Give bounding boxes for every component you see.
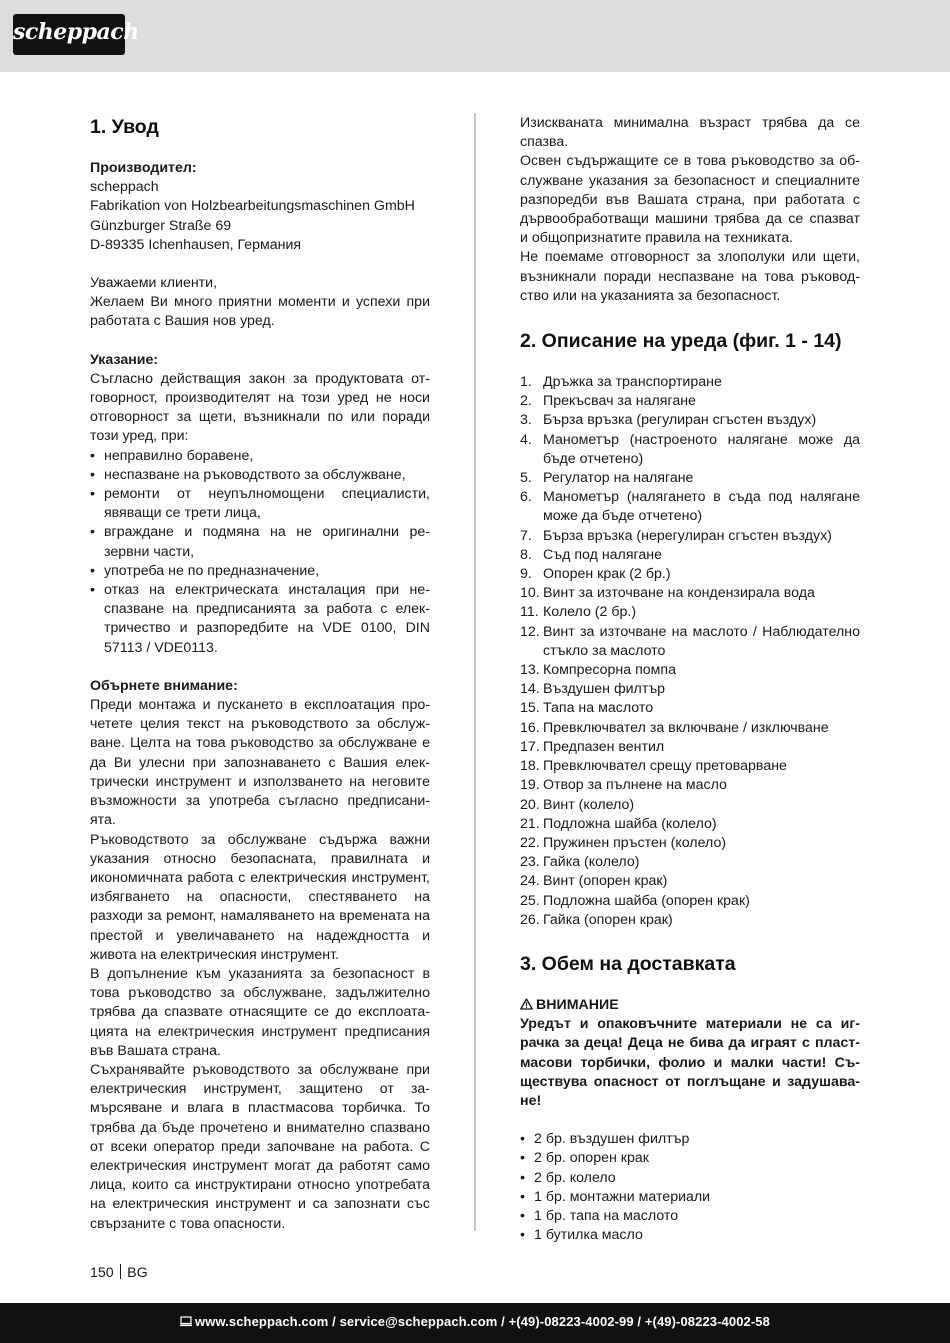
note-label: Указание:	[90, 351, 159, 368]
list-item	[520, 911, 860, 930]
item-text: Гайка (опорен крак)	[543, 911, 673, 928]
list-item	[520, 757, 860, 776]
list-item	[520, 872, 860, 891]
list-item	[520, 815, 860, 834]
list-item: • вграждане и подмяна на не оригинални резервни части,	[90, 523, 430, 561]
attention-paragraph: Преди монтажа и пускането в експлоатация прочетете целия текст на ръководството за обслужване. Целта на това ръководство за обслужване е да Ви улесни при запознаването с Вашия електрически инструмент и използването на неговите възможности за употреба съгласно предписанията.	[90, 697, 430, 829]
item-number: 3.	[520, 412, 532, 429]
list-item: • неправилно боравене,	[90, 447, 430, 466]
item-text: Компресорна помпа	[543, 662, 676, 679]
item-text: Въздушен филтър	[543, 681, 666, 698]
greeting-line: Уважаеми клиенти,	[90, 275, 218, 292]
footer-bar	[0, 1303, 950, 1343]
note-text: Съгласно действащия закон за продуктовата отговорност, производителят на този уред не носи отговорност за щети, възникнали по или поради този уред, при:	[90, 370, 430, 445]
list-item: • 2 бр. опорен крак	[520, 1149, 860, 1168]
list-item	[520, 892, 860, 911]
item-number: 4.	[520, 431, 532, 448]
item-text: Превключвател за включване / изключване	[543, 719, 829, 736]
contact-text: www.scheppach.com / service@scheppach.com / +(49)-08223-4002-99 / +(49)-08223-4002-58	[195, 1314, 770, 1329]
item-text: Пружинен пръстен (колело)	[543, 834, 727, 851]
item-text: Манометър (налягането в съда под налягане може да бъде отчетено)	[543, 489, 860, 525]
note-bullet-list	[90, 447, 430, 658]
item-number: 13.	[520, 662, 540, 679]
list-item	[520, 680, 860, 699]
list-item	[520, 373, 860, 392]
list-item	[520, 392, 860, 411]
column-divider	[474, 113, 476, 1231]
item-number: 1.	[520, 374, 532, 391]
item-number: 19.	[520, 777, 540, 794]
item-number: 20.	[520, 796, 540, 813]
item-number: 24.	[520, 873, 540, 890]
item-text: Бърза връзка (регулиран сгъстен въздух)	[543, 412, 817, 429]
item-number: 2.	[520, 393, 532, 410]
item-text: Подложна шайба (опорен крак)	[543, 892, 750, 909]
language-code: BG	[127, 1265, 148, 1281]
right-column	[520, 114, 860, 1245]
manufacturer-line: Fabrikation von Holzbearbeitungsmaschinen GmbH	[90, 198, 415, 215]
list-item	[520, 469, 860, 488]
list-item	[520, 488, 860, 526]
footer-contact-line	[0, 1314, 950, 1329]
item-number: 22.	[520, 834, 540, 851]
manufacturer-line: scheppach	[90, 179, 159, 196]
item-number: 12.	[520, 623, 540, 640]
list-item: • 2 бр. въздушен филтър	[520, 1130, 860, 1149]
item-text: Колело (2 бр.)	[543, 604, 637, 621]
list-item: • отказ на електрическата инсталация при неспазване на предписанията за работа с електричество и разпоредбите на VDE 0100, DIN 57113 / VDE0113.	[90, 581, 430, 658]
list-item	[520, 565, 860, 584]
manufacturer-address	[90, 178, 430, 255]
list-item	[520, 796, 860, 815]
list-item	[520, 661, 860, 680]
item-number: 25.	[520, 892, 540, 909]
left-column	[90, 114, 430, 1234]
list-item	[520, 527, 860, 546]
list-item: • ремонти от неупълномощени специалисти, явяващи се трети лица,	[90, 485, 430, 523]
warning-triangle-icon	[520, 998, 533, 1010]
item-text: Отвор за пълнене на масло	[543, 777, 727, 794]
warning-text: Уредът и опаковъчните материали не са играчка за деца! Деца не бива да играят с пластмасови торбички, фолио и малки части! Съществува опасност от поглъщане и задушаване!	[520, 1016, 860, 1109]
list-item	[520, 584, 860, 603]
logo-text: scheppach	[13, 19, 139, 45]
item-text: Подложна шайба (колело)	[543, 815, 717, 832]
list-item	[520, 776, 860, 795]
item-text: Опорен крак (2 бр.)	[543, 566, 671, 583]
item-text: Тапа на маслото	[543, 700, 654, 717]
item-number: 17.	[520, 738, 540, 755]
item-text: Винт за източване на кондензирала вода	[543, 585, 815, 602]
item-number: 10.	[520, 585, 540, 602]
section-2-title: 2. Описание на уреда (фиг. 1 - 14)	[520, 330, 842, 353]
attention-paragraph: Ръководството за обслужване съдържа важни указания относно безопасната, правилната и икономичната работа с електрическия инструмент, избягването на опасности, спестяването на разходи за ремонт, намаляването на времената на престой и увеличаването на надеждността и живота на електрическия инструмент.	[90, 831, 430, 963]
warning-heading	[520, 996, 860, 1015]
manufacturer-label: Производител:	[90, 160, 197, 176]
warning-title: ВНИМАНИЕ	[536, 996, 619, 1013]
item-number: 18.	[520, 758, 540, 775]
list-item	[520, 623, 860, 661]
item-text: Регулатор на налягане	[543, 470, 694, 487]
scheppach-logo	[13, 14, 139, 55]
page-separator	[120, 1264, 122, 1279]
list-item	[520, 699, 860, 718]
item-number: 15.	[520, 700, 540, 717]
list-item	[520, 411, 860, 430]
list-item: • употреба не по предназначение,	[90, 562, 430, 581]
item-number: 6.	[520, 489, 532, 506]
list-item: • 1 бр. монтажни материали	[520, 1188, 860, 1207]
intro-paragraph: Освен съдържащите се в това ръководство за обслужване указания за безопасност и специалните разпоредби във Вашата страна, при работата с дървообработващи машини трябва да се спазват и общопризнатите правила на техниката.	[520, 153, 860, 247]
list-item	[520, 719, 860, 738]
section-3-title: 3. Обем на доставката	[520, 952, 736, 975]
item-text: Винт (опорен крак)	[543, 873, 668, 890]
item-number: 9.	[520, 566, 532, 583]
list-item: • неспазване на ръководството за обслужване,	[90, 466, 430, 485]
list-item	[520, 546, 860, 565]
section-1-title: 1. Увод	[90, 116, 159, 138]
item-text: Съд под налягане	[543, 546, 662, 563]
computer-icon	[180, 1316, 192, 1327]
item-text: Прекъсвач за налягане	[543, 393, 696, 410]
list-item	[520, 603, 860, 622]
item-number: 21.	[520, 815, 540, 832]
intro-paragraph: Изискваната минимална възраст трябва да се спазва.	[520, 115, 860, 151]
page-number: 150	[90, 1265, 114, 1281]
list-item: • 1 бр. тапа на маслото	[520, 1207, 860, 1226]
header-band	[0, 0, 950, 72]
delivery-list	[520, 1130, 860, 1245]
item-number: 23.	[520, 854, 540, 871]
attention-label: Обърнете внимание:	[90, 677, 238, 694]
list-item	[520, 834, 860, 853]
greeting-line: Желаем Ви много приятни моменти и успехи при работата с Вашия нов уред.	[90, 294, 430, 330]
item-number: 5.	[520, 470, 532, 487]
list-item	[520, 738, 860, 757]
manufacturer-line: D-89335 Ichenhausen, Германия	[90, 236, 302, 253]
parts-list	[520, 373, 860, 930]
item-number: 26.	[520, 911, 540, 928]
list-item: • 2 бр. колело	[520, 1169, 860, 1188]
item-text: Предпазен вентил	[543, 738, 665, 755]
page-number-label	[90, 1264, 148, 1283]
item-number: 11.	[520, 604, 539, 621]
item-text: Бърза връзка (нерегулиран сгъстен въздух)	[543, 527, 832, 544]
item-number: 7.	[520, 527, 532, 544]
list-item: • 1 бутилка масло	[520, 1226, 860, 1245]
list-item	[520, 853, 860, 872]
item-text: Превключвател срещу претоварване	[543, 758, 787, 775]
list-item	[520, 431, 860, 469]
item-number: 16.	[520, 719, 540, 736]
item-number: 8.	[520, 546, 532, 563]
item-text: Гайка (колело)	[543, 854, 640, 871]
item-text: Манометър (настроеното налягане може да бъде отчетено)	[543, 431, 860, 467]
item-text: Винт (колело)	[543, 796, 635, 813]
intro-paragraph: Не поемаме отговорност за злополуки или щети, възникнали поради неспазване на това ръководство или на указанията за безопасност.	[520, 249, 860, 304]
item-number: 14.	[520, 681, 540, 698]
item-text: Дръжка за транспортиране	[543, 374, 722, 391]
item-text: Винт за източване на маслото / Наблюдателно стъкло за маслото	[543, 623, 860, 659]
attention-paragraph: Съхранявайте ръководството за обслужване при електрическия инструмент, защитено от замърсяване и влага в пластмасова торбичка. То трябва да бъде прочетено и внимателно спазвано от всеки оператор преди започване на работа. С електрическия инструмент могат да работят само лица, които са инструктирани относно употребата на електрическия инструмент и са запознати със свързаните с това опасности.	[90, 1061, 430, 1232]
manufacturer-line: Günzburger Straße 69	[90, 217, 232, 234]
attention-paragraph: В допълнение към указанията за безопасност в това ръководство за обслужване, задължително трябва да спазвате отнасящите се до експлоатацията на електрическия инструмент предписания във Вашата страна.	[90, 965, 430, 1059]
